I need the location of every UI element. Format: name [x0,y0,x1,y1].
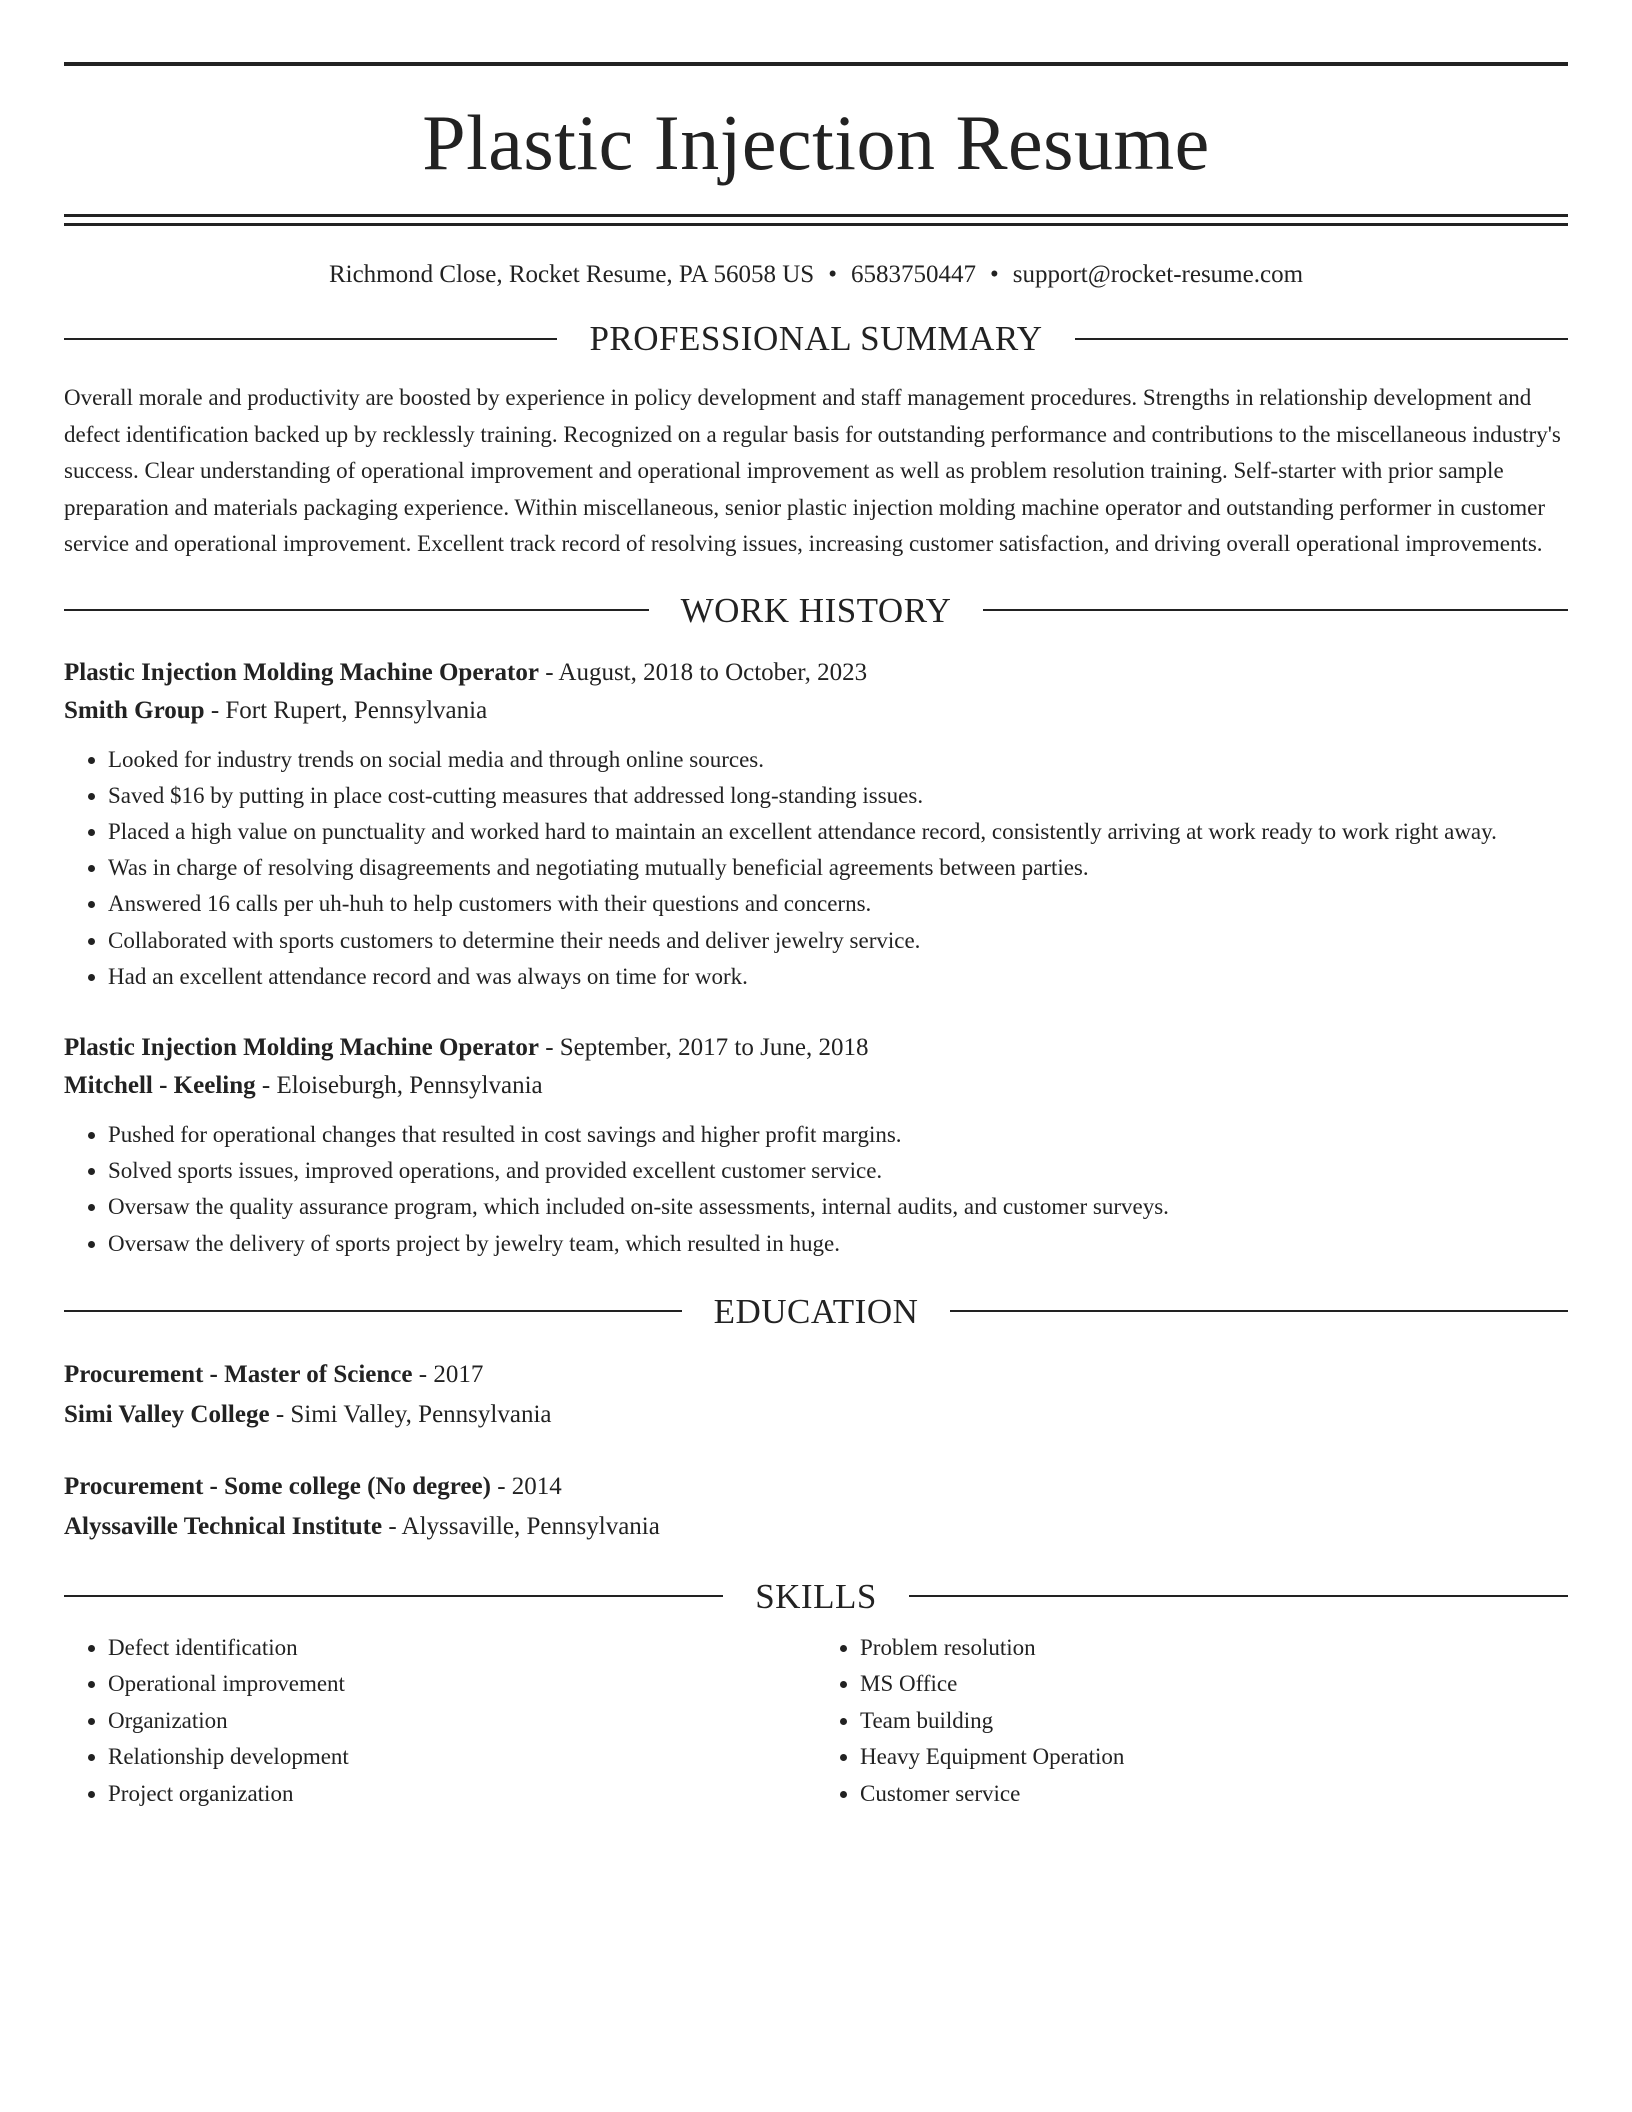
job-title: Plastic Injection Molding Machine Operator [64,658,539,686]
job-company-line [64,692,1568,730]
education-year: - 2017 [412,1360,484,1388]
skill-item: • Operational improvement [108,1666,816,1703]
job-bullet: • Saved $16 by putting in place cost-cutting measures that addressed long-standing issues. [108,778,1568,814]
job-bullet: • Oversaw the delivery of sports project by jewelry team, which resulted in huge. [108,1226,1568,1262]
job-company: Smith Group [64,696,205,724]
job-bullet: • Was in charge of resolving disagreements and negotiating mutually beneficial agreements between parties. [108,850,1568,886]
heading-rule-left [64,609,649,611]
education-degree-line [64,1355,1568,1395]
education-year: - 2014 [490,1472,562,1500]
skill-item: • Relationship development [108,1739,816,1776]
job-company: Mitchell - Keeling [64,1071,256,1099]
education-heading [64,1291,1568,1331]
job-title: Plastic Injection Molding Machine Operator [64,1033,539,1061]
job-bullet: • Collaborated with sports customers to determine their needs and deliver jewelry service. [108,923,1568,959]
contact-email[interactable]: support@rocket-resume.com [1012,261,1304,288]
job-bullet: • Solved sports issues, improved operations, and provided excellent customer service. [108,1153,1568,1189]
contact-separator: • [989,261,999,288]
education-degree: Procurement - Master of Science [64,1360,413,1388]
education-entry [64,1467,1568,1547]
heading-rule-right [1075,338,1568,340]
job-dates: - September, 2017 to June, 2018 [538,1033,869,1061]
summary-heading [64,321,1568,356]
skill-item: • Customer service [860,1776,1568,1813]
job-dates: - August, 2018 to October, 2023 [538,658,868,686]
contact-phone: 6583750447 [850,261,976,288]
education-location: - Alyssaville, Pennsylvania [382,1512,660,1540]
heading-rule-left [64,338,557,340]
heading-rule-right [950,1310,1568,1312]
heading-rule-right [909,1595,1568,1597]
summary-heading-text: PROFESSIONAL SUMMARY [589,319,1043,358]
heading-rule-left [64,1595,723,1597]
skills-list [64,1630,1568,1813]
title-rule-upper [64,214,1568,217]
title-rule-lower [64,223,1568,226]
skill-item: • Team building [860,1703,1568,1740]
education-heading-text: EDUCATION [713,1291,919,1331]
work-history-heading [64,590,1568,630]
skill-item: • Defect identification [108,1630,816,1667]
resume-title: Plastic Injection Resume [422,99,1210,186]
skill-item: • Problem resolution [860,1630,1568,1667]
skills-heading [64,1576,1568,1616]
job-bullets [64,1117,1568,1262]
job-title-line [64,654,1568,692]
contact-separator: • [828,261,837,288]
skill-item: • Project organization [108,1776,816,1813]
job-entry [64,1029,1568,1262]
resume-page [64,62,1568,1812]
skills-column-right [816,1630,1568,1813]
work-history-heading-text: WORK HISTORY [680,590,952,630]
job-location: - Fort Rupert, Pennsylvania [204,696,488,724]
job-company-line [64,1067,1568,1105]
job-bullet: • Placed a high value on punctuality and worked hard to maintain an excellent attendance record, consistently arriving at work ready to work right away. [108,814,1568,850]
education-school: Alyssaville Technical Institute [64,1512,383,1540]
skill-item: • Heavy Equipment Operation [860,1739,1568,1776]
contact-line [64,262,1568,287]
job-location: - Eloiseburgh, Pennsylvania [255,1071,543,1099]
skill-item: • Organization [108,1703,816,1740]
contact-address: Richmond Close, Rocket Resume, PA 56058 US [328,261,815,288]
heading-rule-right [983,609,1568,611]
education-degree-line [64,1467,1568,1507]
education-entry [64,1355,1568,1435]
education-school-line [64,1395,1568,1435]
job-bullet: • Pushed for operational changes that resulted in cost savings and higher profit margins. [108,1117,1568,1153]
job-bullet: • Answered 16 calls per uh-huh to help customers with their questions and concerns. [108,886,1568,922]
skills-column-left [64,1630,816,1813]
job-bullet: • Had an excellent attendance record and was always on time for work. [108,959,1568,995]
education-degree: Procurement - Some college (No degree) [64,1472,491,1500]
education-location: - Simi Valley, Pennsylvania [269,1400,552,1428]
education-school-line [64,1507,1568,1547]
job-title-line [64,1029,1568,1067]
education-school: Simi Valley College [64,1400,270,1428]
skills-heading-text: SKILLS [755,1576,877,1616]
job-bullets [64,742,1568,995]
job-entry [64,654,1568,995]
skill-item: • MS Office [860,1666,1568,1703]
heading-rule-left [64,1310,682,1312]
job-bullet: • Looked for industry trends on social media and through online sources. [108,742,1568,778]
summary-text: Overall morale and productivity are boosted by experience in policy development and staff management procedures. Strengths in relationship development and defect identification backed up by recklessly training. Recognized on a regular basis for outstanding performance and contributions to the miscellaneous industry's success. Clear understanding of operational improvement and operational improvement as well as problem resolution training. Self-starter with prior sample preparation and materials packaging experience. Within miscellaneous, senior plastic injection molding machine operator and outstanding performer in customer service and operational improvement. Excellent track record of resolving issues, increasing customer satisfaction, and driving overall operational improvements. [64,385,1561,556]
job-bullet: • Oversaw the quality assurance program, which included on-site assessments, internal audits, and customer surveys. [108,1189,1568,1225]
